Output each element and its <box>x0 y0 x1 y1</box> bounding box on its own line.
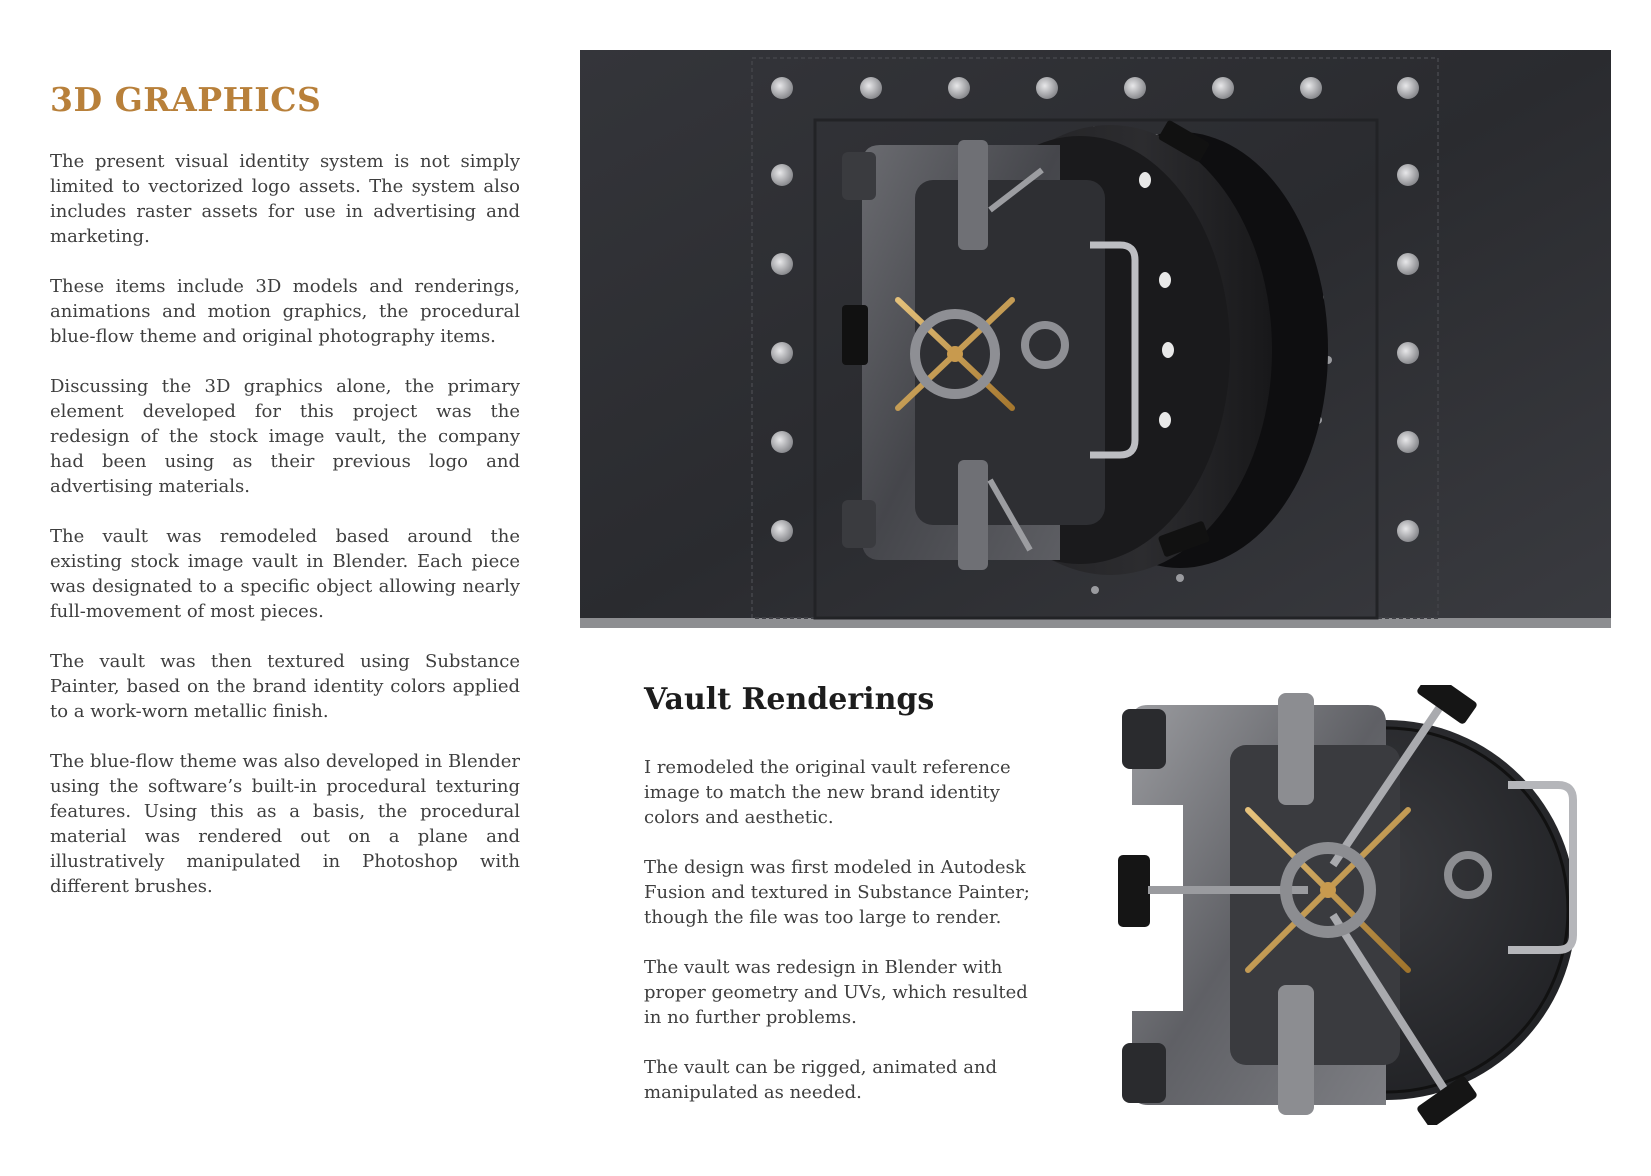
renderings-paragraph: The design was first modeled in Autodesk Fusion and textured in Substance Painter; though the file was too large to render. <box>644 857 1030 928</box>
renderings-paragraph: The vault can be rigged, animated and manipulated as needed. <box>644 1057 998 1103</box>
graphics-section <box>50 80 520 924</box>
graphics-paragraph: These items include 3D models and renderings, animations and motion graphics, the procedural blue-flow theme and original photography items. <box>50 276 520 347</box>
renderings-paragraph: I remodeled the original vault reference image to match the new brand identity colors and aesthetic. <box>644 757 1011 828</box>
vault-door-render <box>1118 685 1594 1125</box>
graphics-paragraph: The present visual identity system is not simply limited to vectorized logo assets. The system also includes raster assets for use in advertising and marketing. <box>50 151 520 247</box>
renderings-paragraph: The vault was redesign in Blender with proper geometry and UVs, which resulted in no further problems. <box>644 957 1028 1028</box>
graphics-paragraph: The blue-flow theme was also developed in Blender using the software’s built-in procedural texturing features. Using this as a basis, the procedural material was rendered out on a plane and illustratively manipulated in Photoshop with different brushes. <box>50 751 520 897</box>
graphics-paragraph: Discussing the 3D graphics alone, the primary element developed for this project was the redesign of the stock image vault, the company had been using as their previous logo and advertising materials. <box>50 376 520 497</box>
graphics-paragraph: The vault was remodeled based around the existing stock image vault in Blender. Each piece was designated to a specific object allowing nearly full-movement of most pieces. <box>50 526 520 622</box>
renderings-section <box>644 682 1044 1130</box>
renderings-title: Vault Renderings <box>644 682 935 717</box>
open-vault-image <box>580 50 1611 628</box>
graphics-paragraph: The vault was then textured using Substance Painter, based on the brand identity colors applied to a work-worn metallic finish. <box>50 651 520 722</box>
graphics-title: 3D GRAPHICS <box>50 80 322 119</box>
